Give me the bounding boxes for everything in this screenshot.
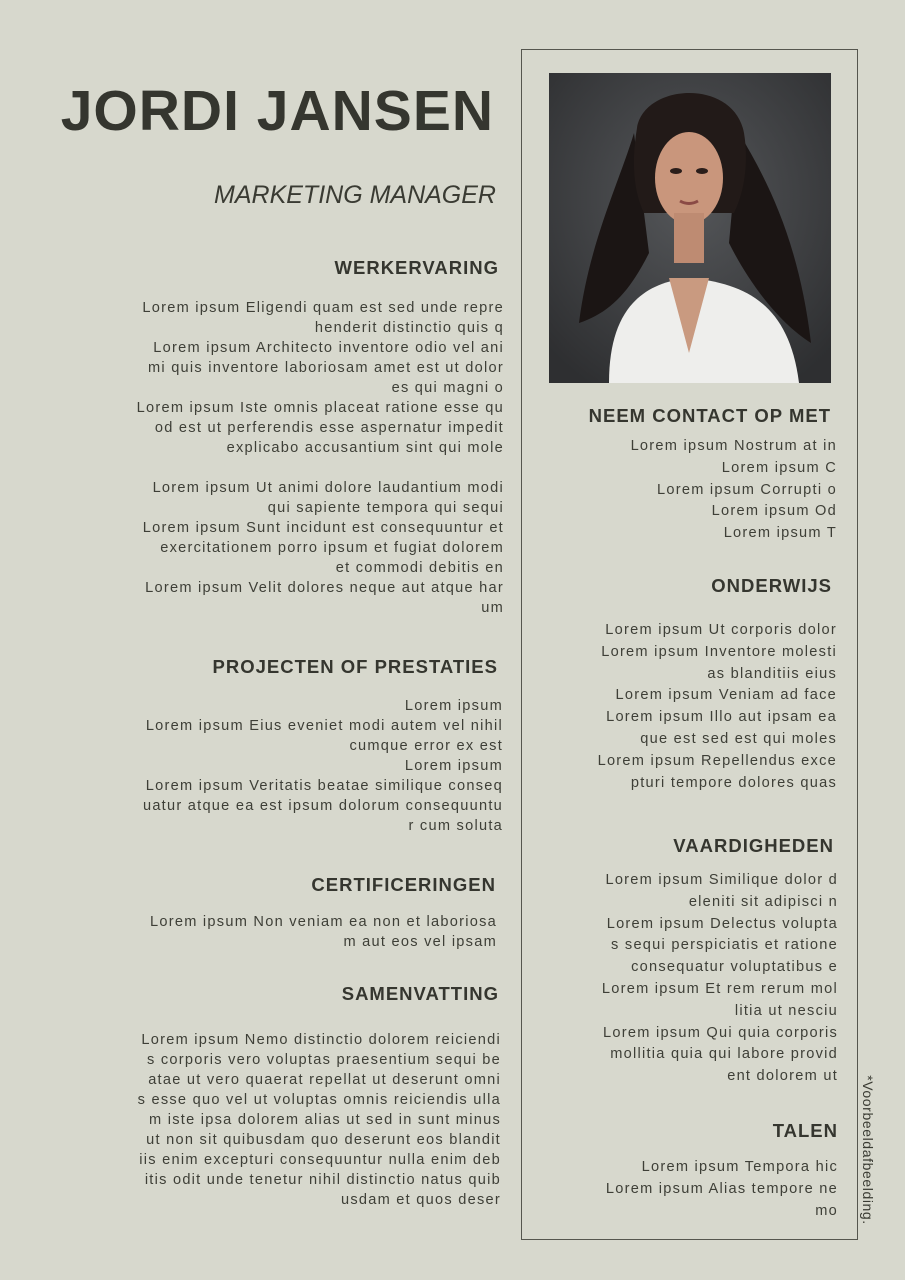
text-line: Lorem ipsum Veniam ad face [615,687,837,704]
text-line: Lorem ipsum Od [711,503,837,520]
text-line: Lorem ipsum Non veniam ea non et laboriosa [150,914,497,930]
text-line: iis enim excepturi consequuntur nulla enim deb [139,1152,501,1168]
profile-photo [549,73,831,383]
text-line: mo [815,1202,838,1219]
heading-talen: TALEN [772,1120,838,1141]
text-line: itis odit unde tenetur nihil distinctio natus quib [144,1172,501,1188]
vaardigheden-text [602,870,838,1088]
text-line: ut non sit quibusdam quo deserunt eos blandit [146,1132,501,1148]
text-line: Lorem ipsum [404,758,503,774]
text-line: Lorem ipsum Sunt incidunt est consequuntur et [142,520,504,536]
projecten-text [143,696,503,836]
text-line: exercitationem porro ipsum et fugiat dolorem [160,540,504,556]
text-line: henderit distinctio quis q [314,320,504,336]
text-line: s sequi perspiciatis et ratione [611,937,838,954]
text-line: Lorem ipsum Similique dolor d [605,872,838,888]
text-line: atae ut vero quaerat repellat ut deserunt omni [148,1072,501,1088]
text-line: Lorem ipsum Qui quia corporis [603,1024,838,1041]
heading-werkervaring: WERKERVARING [334,257,499,278]
samenvatting-text [138,1030,501,1210]
text-line: Lorem ipsum Nostrum at in [630,438,837,454]
text-line: Lorem ipsum Illo aut ipsam ea [606,709,837,726]
text-line: Lorem ipsum T [723,525,837,542]
heading-projecten: PROJECTEN OF PRESTATIES [212,656,498,677]
heading-certificeringen: CERTIFICERINGEN [311,874,496,895]
text-line: qui sapiente tempora qui sequi [267,500,504,516]
text-line: Lorem ipsum C [721,459,837,476]
text-line: Lorem ipsum Tempora hic [641,1159,838,1175]
text-line: Lorem ipsum Ut corporis dolor [605,622,837,638]
text-line: Lorem ipsum Alias tempore ne [605,1180,838,1197]
text-line: Lorem ipsum Nemo distinctio dolorem reiciendi [141,1032,501,1048]
text-line: m iste ipsa dolorem alias ut sed in sunt minus [149,1112,501,1128]
contact-text [631,436,837,545]
text-line: Lorem ipsum Architecto inventore odio vel ani [153,340,504,356]
text-line: Lorem ipsum Et rem rerum mol [601,980,838,997]
text-line: pturi tempore dolores quas [630,774,837,791]
text-line: od est ut perferendis esse aspernatur impedit [154,420,504,436]
portrait-image [549,73,831,383]
text-line: Lorem ipsum Eligendi quam est sed unde repre [142,300,504,316]
text-line: Lorem ipsum Repellendus exce [597,752,837,769]
onderwijs-text [598,620,837,794]
job-title: MARKETING MANAGER [214,181,496,209]
text-line: Lorem ipsum Velit dolores neque aut atque har [145,580,504,596]
text-line: consequatur voluptatibus e [631,959,838,976]
text-line: et commodi debitis en [335,560,504,576]
text-line: uatur atque ea est ipsum dolorum consequuntu [142,798,503,814]
heading-vaardigheden: VAARDIGHEDEN [673,835,834,856]
text-line: explicabo accusantium sint qui mole [226,440,504,456]
werkervaring-text [137,298,504,618]
text-line: m aut eos vel ipsam [343,934,497,950]
certificeringen-text [150,912,497,952]
sample-image-footnote: *Voorbeeldafbeelding. [860,1075,876,1225]
text-line: usdam et quos deser [340,1192,501,1208]
candidate-name: JORDI JANSEN [60,79,494,143]
text-line: s corporis vero voluptas praesentium sequi be [147,1052,501,1068]
text-line: que est sed est qui moles [640,730,837,747]
text-line: Lorem ipsum Veritatis beatae similique conseq [145,778,503,794]
text-line: Lorem ipsum Inventore molesti [601,643,837,660]
text-line: Lorem ipsum Corrupti o [657,481,837,498]
text-line: as blanditiis eius [707,665,837,682]
text-line: Lorem ipsum [404,698,503,714]
paragraph-gap [137,458,504,478]
heading-onderwijs: ONDERWIJS [711,575,832,596]
heading-samenvatting: SAMENVATTING [341,983,499,1004]
text-line: Lorem ipsum Ut animi dolore laudantium modi [152,480,504,496]
talen-text [606,1157,838,1222]
text-line: Lorem ipsum Iste omnis placeat ratione esse qu [136,400,504,416]
text-line: um [481,600,504,616]
text-line: r cum soluta [408,818,503,834]
text-line: eleniti sit adipisci n [688,893,838,910]
text-line: ent dolorem ut [727,1068,838,1085]
text-line: mi quis inventore laboriosam amet est ut dolor [147,360,504,376]
text-line: mollitia quia qui labore provid [610,1046,838,1063]
text-line: litia ut nesciu [734,1002,838,1019]
text-line: es qui magni o [391,380,504,396]
text-line: Lorem ipsum Delectus volupta [606,915,838,932]
text-line: cumque error ex est [349,738,503,754]
heading-contact: NEEM CONTACT OP MET [588,405,831,426]
text-line: s esse quo vel ut voluptas omnis reiciendis ulla [137,1092,501,1108]
text-line: Lorem ipsum Eius eveniet modi autem vel nihil [145,718,503,734]
